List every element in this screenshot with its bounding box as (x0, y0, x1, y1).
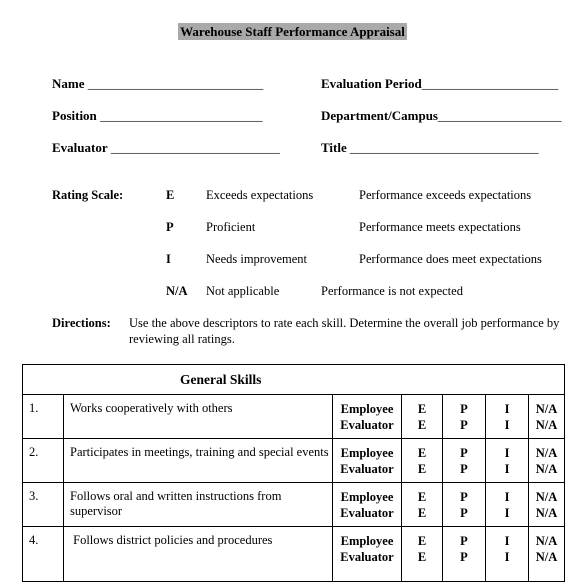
rating-e-evaluator[interactable]: E (417, 550, 427, 564)
rating-code: I (166, 252, 171, 266)
evaluator-label: Evaluator (340, 462, 394, 476)
rating-e-evaluator[interactable]: E (417, 462, 427, 476)
table-row (23, 483, 565, 527)
rating-name: Proficient (206, 220, 256, 234)
skill-description: Participates in meetings, training and special events (64, 439, 333, 483)
rating-description: Performance is not expected (321, 284, 463, 298)
rating-p-employee[interactable]: P (460, 490, 468, 504)
title-text: Warehouse Staff Performance Appraisal (180, 24, 405, 39)
rating-na-evaluator[interactable]: N/A (535, 506, 558, 520)
rating-p-cell[interactable] (443, 395, 486, 439)
rating-na-evaluator[interactable]: N/A (535, 462, 558, 476)
name-label: Name (52, 76, 85, 91)
skill-number: 4. (23, 527, 64, 582)
rating-p-employee[interactable]: P (460, 446, 468, 460)
rating-i-employee[interactable]: I (504, 402, 510, 416)
name-field[interactable] (52, 76, 263, 92)
rating-na-employee[interactable]: N/A (535, 446, 558, 460)
rating-e-cell[interactable] (402, 439, 443, 483)
rater-cell (333, 483, 402, 527)
rating-e-cell[interactable] (402, 527, 443, 582)
rating-e-cell[interactable] (402, 483, 443, 527)
general-skills-heading: General Skills (180, 372, 262, 387)
general-skills-table (22, 364, 565, 582)
rating-p-evaluator[interactable]: P (460, 418, 468, 432)
rating-i-employee[interactable]: I (504, 534, 510, 548)
rating-na-employee[interactable]: N/A (535, 490, 558, 504)
evaluator-label: Evaluator (340, 506, 394, 520)
document-title (0, 24, 585, 40)
rating-e-evaluator[interactable]: E (417, 418, 427, 432)
directions-text-line1: Use the above descriptors to rate each skill. Determine the overall job performance by (129, 316, 560, 330)
skill-description: Follows district policies and procedures (64, 527, 333, 582)
rater-cell (333, 527, 402, 582)
title-label: Title (321, 140, 347, 155)
rating-code: N/A (166, 284, 188, 298)
rating-e-cell[interactable] (402, 395, 443, 439)
rating-na-evaluator[interactable]: N/A (535, 418, 558, 432)
rating-i-evaluator[interactable]: I (504, 550, 510, 564)
rater-cell (333, 395, 402, 439)
rating-i-employee[interactable]: I (504, 446, 510, 460)
department-field[interactable] (321, 108, 562, 124)
rating-p-cell[interactable] (443, 439, 486, 483)
rating-e-employee[interactable]: E (417, 490, 427, 504)
rating-code: P (166, 220, 174, 234)
evaluation-period-field[interactable] (321, 76, 558, 92)
rating-i-employee[interactable]: I (504, 490, 510, 504)
evaluation-period-blank[interactable]: _____________________ (421, 76, 559, 91)
rating-description: Performance does meet expectations (359, 252, 542, 266)
table-row (23, 439, 565, 483)
rating-na-cell[interactable] (529, 483, 565, 527)
title-field[interactable] (321, 140, 539, 156)
evaluator-blank[interactable]: __________________________ (110, 140, 280, 155)
rating-i-evaluator[interactable]: I (504, 462, 510, 476)
rating-i-cell[interactable] (486, 439, 529, 483)
table-row (23, 527, 565, 582)
evaluator-label: Evaluator (52, 140, 108, 155)
title-blank[interactable]: _____________________________ (350, 140, 539, 155)
rating-i-evaluator[interactable]: I (504, 418, 510, 432)
directions-label: Directions: (52, 316, 111, 330)
department-label: Department/Campus (321, 108, 438, 123)
rating-name: Needs improvement (206, 252, 308, 266)
rating-p-evaluator[interactable]: P (460, 462, 468, 476)
rating-name: Exceeds expectations (206, 188, 314, 202)
rater-cell (333, 439, 402, 483)
rating-p-evaluator[interactable]: P (460, 506, 468, 520)
skill-number: 1. (23, 395, 64, 439)
evaluator-field[interactable] (52, 140, 280, 156)
rating-na-evaluator[interactable]: N/A (535, 550, 558, 564)
table-heading-row (23, 365, 565, 395)
rating-scale-label: Rating Scale: (52, 188, 124, 202)
rating-na-cell[interactable] (529, 395, 565, 439)
skill-description: Works cooperatively with others (64, 395, 333, 439)
position-label: Position (52, 108, 97, 123)
directions-text-line2: reviewing all ratings. (129, 332, 235, 346)
rating-p-evaluator[interactable]: P (460, 550, 468, 564)
rating-p-cell[interactable] (443, 527, 486, 582)
rating-name: Not applicable (206, 284, 280, 298)
rating-code: E (166, 188, 175, 202)
department-blank[interactable]: ___________________ (438, 108, 562, 123)
rating-e-employee[interactable]: E (417, 534, 427, 548)
rating-p-cell[interactable] (443, 483, 486, 527)
rating-description: Performance meets expectations (359, 220, 521, 234)
rating-p-employee[interactable]: P (460, 534, 468, 548)
rating-i-evaluator[interactable]: I (504, 506, 510, 520)
rating-p-employee[interactable]: P (460, 402, 468, 416)
rating-e-employee[interactable]: E (417, 446, 427, 460)
employee-label: Employee (340, 534, 394, 548)
rating-e-evaluator[interactable]: E (417, 506, 427, 520)
evaluator-label: Evaluator (340, 418, 394, 432)
rating-i-cell[interactable] (486, 527, 529, 582)
rating-na-cell[interactable] (529, 439, 565, 483)
employee-label: Employee (340, 446, 394, 460)
employee-label: Employee (340, 490, 394, 504)
position-field[interactable] (52, 108, 263, 124)
rating-na-cell[interactable] (529, 527, 565, 582)
skill-number: 2. (23, 439, 64, 483)
skill-number: 3. (23, 483, 64, 527)
rating-e-employee[interactable]: E (417, 402, 427, 416)
rating-na-employee[interactable]: N/A (535, 534, 558, 548)
table-heading-cell (23, 365, 565, 395)
rating-na-employee[interactable]: N/A (535, 402, 558, 416)
table-row (23, 395, 565, 439)
rating-i-cell[interactable] (486, 395, 529, 439)
employee-label: Employee (340, 402, 394, 416)
rating-description: Performance exceeds expectations (359, 188, 532, 202)
evaluator-label: Evaluator (340, 550, 394, 564)
evaluation-period-label: Evaluation Period (321, 76, 422, 91)
position-blank[interactable]: _________________________ (100, 108, 263, 123)
name-blank[interactable]: ___________________________ (87, 76, 264, 91)
skill-description: Follows oral and written instructions from supervisor (64, 483, 333, 527)
rating-i-cell[interactable] (486, 483, 529, 527)
